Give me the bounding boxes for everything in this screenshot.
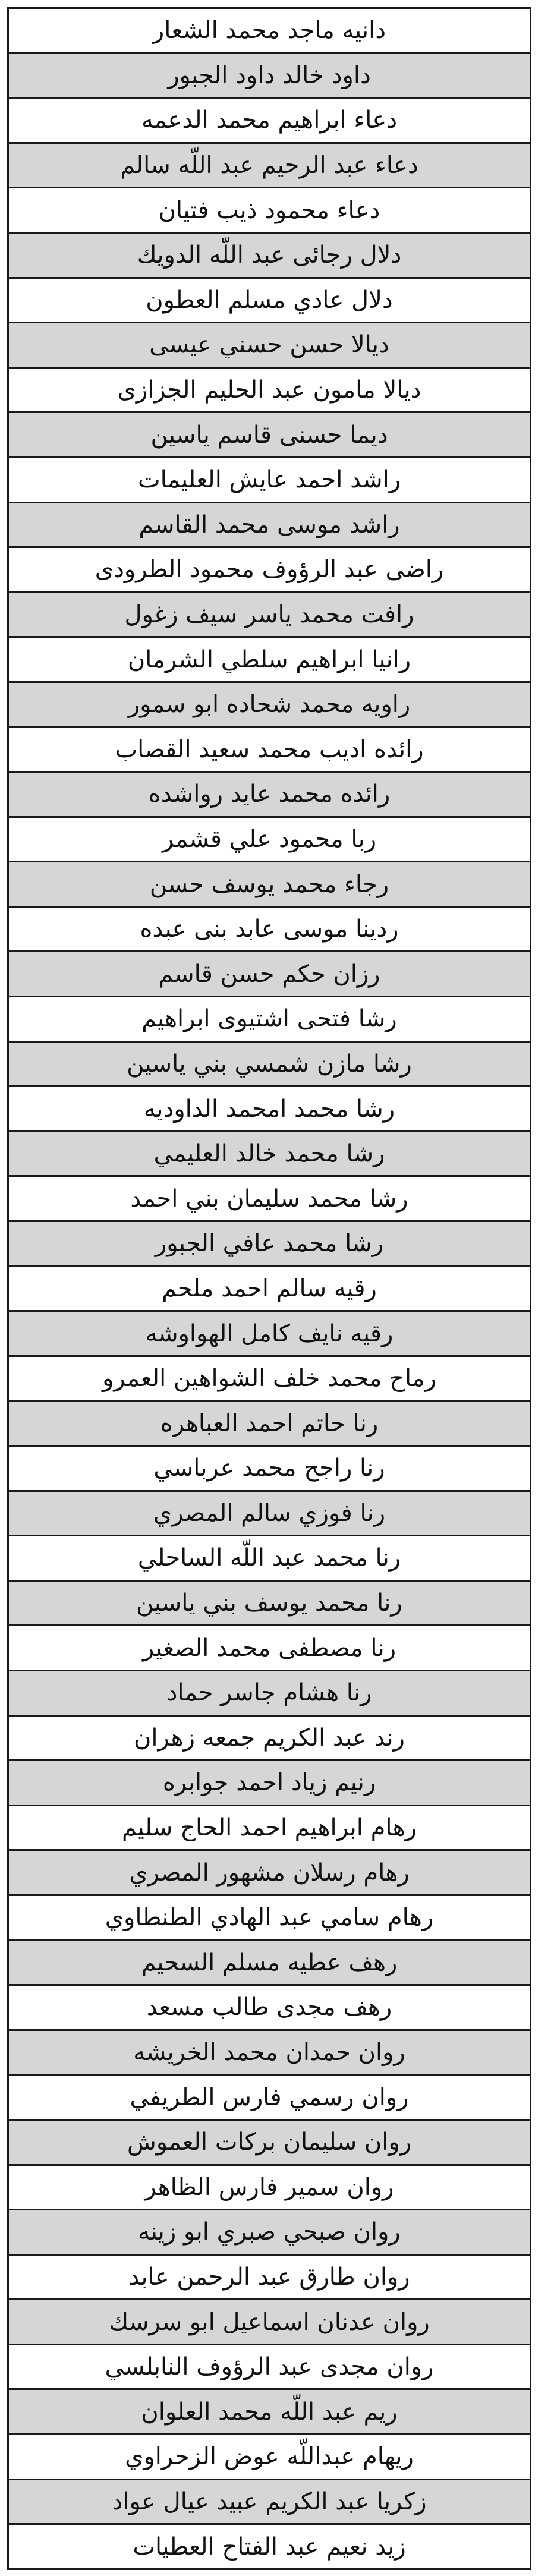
table-row	[8, 727, 531, 772]
table-row	[8, 1670, 531, 1715]
name-cell: رائده محمد عايد رواشده	[8, 772, 531, 817]
name-cell: رافت محمد ياسر سيف زغول	[8, 592, 531, 637]
table-row	[8, 188, 531, 233]
table-row	[8, 323, 531, 368]
table-row	[8, 906, 531, 952]
name-cell: رقيه سالم احمد ملحم	[8, 1266, 531, 1311]
table-row	[8, 1626, 531, 1671]
table-row	[8, 2254, 531, 2300]
name-cell: رشا محمد امحمد الداوديه	[8, 1087, 531, 1132]
table-row	[8, 1176, 531, 1221]
name-cell: رشا مازن شمسي بني ياسين	[8, 1041, 531, 1087]
table-row	[8, 1266, 531, 1311]
table-row	[8, 1850, 531, 1895]
name-cell: رشا محمد خالد العليمي	[8, 1131, 531, 1176]
table-row	[8, 1087, 531, 1132]
name-cell: ديالا مامون عبد الحليم الجزازى	[8, 367, 531, 412]
table-row	[8, 2389, 531, 2435]
name-cell: روان طارق عبد الرحمن عابد	[8, 2254, 531, 2300]
name-cell: راشد موسى محمد القاسم	[8, 502, 531, 547]
name-cell: رنا محمد يوسف بني ياسين	[8, 1580, 531, 1626]
table-row	[8, 1491, 531, 1536]
name-cell: رهام رسلان مشهور المصري	[8, 1850, 531, 1895]
name-cell: رماح محمد خلف الشواهين العمرو	[8, 1356, 531, 1401]
name-cell: رند عبد الكريم جمعه زهران	[8, 1715, 531, 1761]
table-row	[8, 547, 531, 593]
name-cell: روان رسمي فارس الطريفي	[8, 2075, 531, 2120]
name-cell: رنا محمد عبد اللّه الساحلي	[8, 1536, 531, 1581]
name-cell: دعاء محمود ذيب فتيان	[8, 188, 531, 233]
name-cell: رائده اديب محمد سعيد القصاب	[8, 727, 531, 772]
name-cell: ردينا موسى عابد بنى عبده	[8, 906, 531, 952]
table-row	[8, 1311, 531, 1356]
name-cell: رهام ابراهيم احمد الحاج سليم	[8, 1805, 531, 1850]
table-row	[8, 772, 531, 817]
table-row	[8, 1401, 531, 1446]
name-cell: رنيم زياد احمد جوابره	[8, 1761, 531, 1806]
table-row	[8, 1761, 531, 1806]
name-cell: رنا مصطفى محمد الصغير	[8, 1626, 531, 1671]
table-row	[8, 2030, 531, 2075]
name-cell: روان صبحي صبري ابو زينه	[8, 2210, 531, 2255]
name-cell: دعاء ابراهيم محمد الدعمه	[8, 98, 531, 143]
table-row	[8, 2479, 531, 2524]
table-row	[8, 1356, 531, 1401]
name-cell: راشد احمد عايش العليمات	[8, 457, 531, 502]
name-cell: داود خالد داود الجبور	[8, 53, 531, 98]
name-cell: رهف عطيه مسلم السحيم	[8, 1940, 531, 1985]
name-cell: رشا محمد عافي الجبور	[8, 1221, 531, 1267]
table-row	[8, 1715, 531, 1761]
table-row	[8, 1805, 531, 1850]
table-row	[8, 502, 531, 547]
table-row	[8, 952, 531, 997]
table-row	[8, 2165, 531, 2210]
table-row	[8, 2300, 531, 2345]
name-cell: روان سليمان بركات العموش	[8, 2120, 531, 2165]
table-row	[8, 53, 531, 98]
table-row	[8, 1940, 531, 1985]
table-row	[8, 412, 531, 458]
table-row	[8, 2075, 531, 2120]
table-row	[8, 682, 531, 727]
table-row	[8, 2120, 531, 2165]
name-cell: زكريا عبد الكريم عبيد عيال عواد	[8, 2479, 531, 2524]
name-cell: رشا محمد سليمان بني احمد	[8, 1176, 531, 1221]
name-cell: دلال عادي مسلم العطون	[8, 278, 531, 323]
table-row	[8, 8, 531, 53]
table-row	[8, 592, 531, 637]
table-row	[8, 367, 531, 412]
table-row	[8, 1221, 531, 1267]
table-row	[8, 2524, 531, 2569]
name-cell: رهف مجدى طالب مسعد	[8, 1985, 531, 2030]
name-cell: ديالا حسن حسني عيسى	[8, 323, 531, 368]
name-cell: زيد نعيم عبد الفتاح العطيات	[8, 2524, 531, 2569]
name-cell: رنا حاتم احمد العباهره	[8, 1401, 531, 1446]
name-cell: دانيه ماجد محمد الشعار	[8, 8, 531, 53]
name-cell: روان مجدى عبد الرؤوف النابلسي	[8, 2344, 531, 2389]
table-row	[8, 98, 531, 143]
name-cell: رشا فتحى اشتيوى ابراهيم	[8, 997, 531, 1042]
name-cell: رنا فوزي سالم المصري	[8, 1491, 531, 1536]
table-row	[8, 2344, 531, 2389]
table-row	[8, 997, 531, 1042]
name-cell: ديما حسنى قاسم ياسين	[8, 412, 531, 458]
table-row	[8, 1985, 531, 2030]
table-row	[8, 1041, 531, 1087]
table-row	[8, 1536, 531, 1581]
table-row	[8, 457, 531, 502]
name-cell: ريم عبد اللّه محمد العلوان	[8, 2389, 531, 2435]
name-cell: روان عدنان اسماعيل ابو سرسك	[8, 2300, 531, 2345]
name-cell: رزان حكم حسن قاسم	[8, 952, 531, 997]
name-cell: رجاء محمد يوسف حسن	[8, 862, 531, 907]
table-row	[8, 817, 531, 862]
name-cell: روان سمير فارس الظاهر	[8, 2165, 531, 2210]
table-row	[8, 1895, 531, 1940]
name-cell: رانيا ابراهيم سلطي الشرمان	[8, 637, 531, 682]
name-cell: راضى عبد الرؤوف محمود الطرودى	[8, 547, 531, 593]
table-row	[8, 1131, 531, 1176]
table-row	[8, 862, 531, 907]
name-cell: رنا راجح محمد عرباسي	[8, 1446, 531, 1491]
name-cell: راويه محمد شحاده ابو سمور	[8, 682, 531, 727]
table-row	[8, 2435, 531, 2480]
name-cell: رهام سامي عبد الهادي الطنطاوي	[8, 1895, 531, 1940]
name-cell: ربا محمود علي قشمر	[8, 817, 531, 862]
name-cell: دلال رجائى عبد اللّه الدويك	[8, 232, 531, 278]
table-row	[8, 2210, 531, 2255]
name-cell: رقيه نايف كامل الهواوشه	[8, 1311, 531, 1356]
name-cell: روان حمدان محمد الخريشه	[8, 2030, 531, 2075]
table-row	[8, 278, 531, 323]
table-row	[8, 637, 531, 682]
name-cell: دعاء عبد الرحيم عبد اللّه سالم	[8, 143, 531, 188]
table-row	[8, 1446, 531, 1491]
table-row	[8, 1580, 531, 1626]
names-table-body	[8, 8, 531, 2569]
names-table	[7, 7, 531, 2570]
name-cell: ريهام عبداللّه عوض الزحراوي	[8, 2435, 531, 2480]
table-row	[8, 143, 531, 188]
table-row	[8, 232, 531, 278]
name-cell: رنا هشام جاسر حماد	[8, 1670, 531, 1715]
